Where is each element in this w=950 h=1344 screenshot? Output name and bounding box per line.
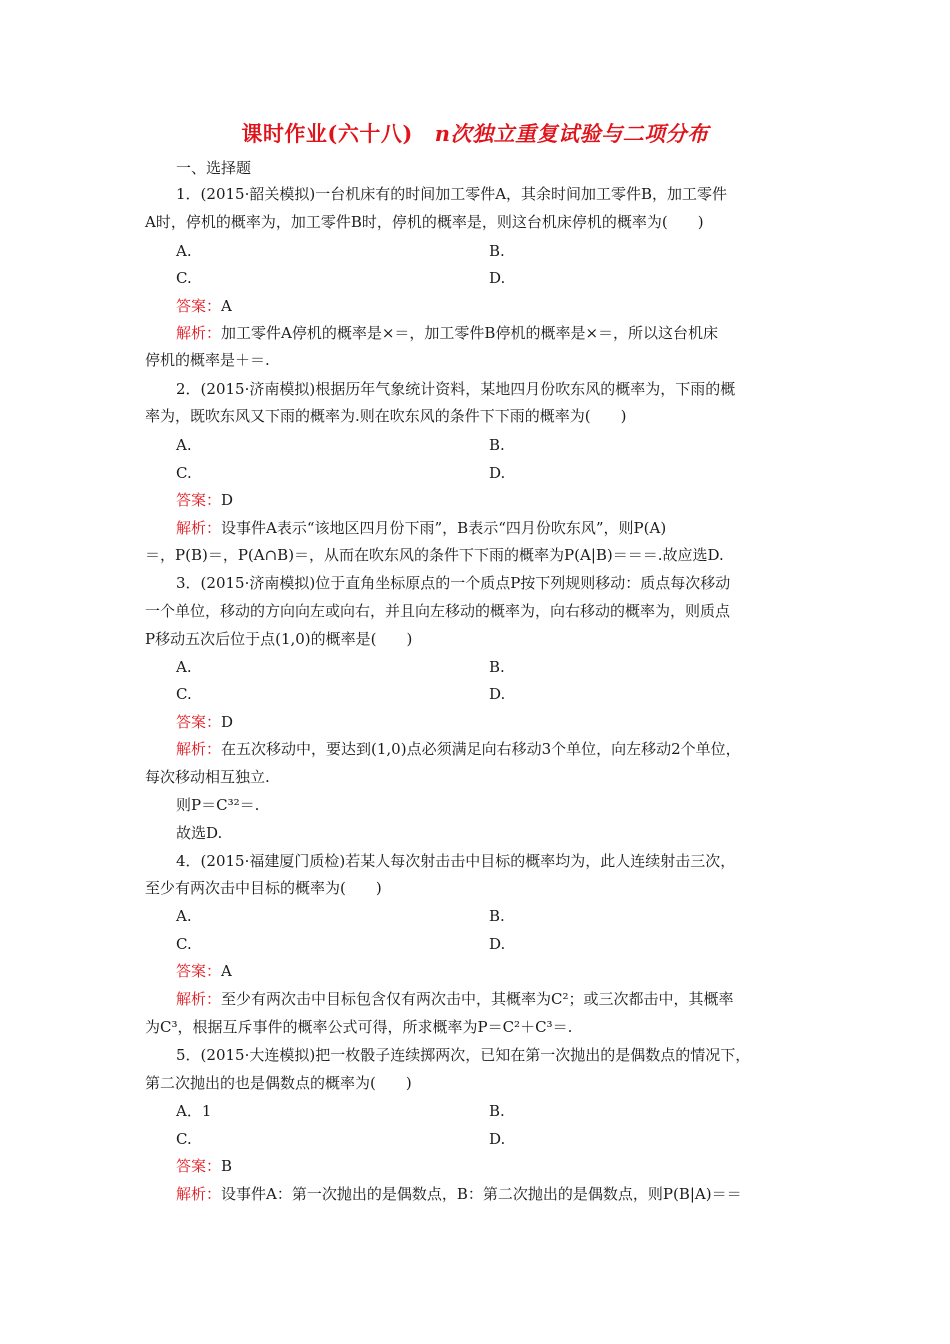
- q3-analysis-line2: 每次移动相互独立.: [145, 768, 270, 786]
- q4-answer: [176, 961, 232, 981]
- q4-option-b: B.: [489, 907, 505, 925]
- q1-analysis-line1: [176, 323, 718, 343]
- q4-line1: 4．(2015·福建厦门质检)若某人每次射击击中目标的概率均为，此人连续射击三次，: [176, 852, 736, 870]
- analysis-label: 解析：: [176, 990, 222, 1008]
- q1-option-b: B.: [489, 242, 505, 260]
- analysis-text: 在五次移动中，要达到(1,0)点必须满足向右移动3个单位，向左移动2个单位，: [221, 740, 741, 758]
- answer-label: 答案：: [176, 962, 222, 980]
- q4-option-d: D.: [489, 935, 506, 953]
- q1-answer: [176, 296, 232, 316]
- q2-line1: 2．(2015·济南模拟)根据历年气象统计资料，某地四月份吹东风的概率为，下雨的概: [176, 380, 736, 398]
- q4-line2: 至少有两次击中目标的概率为( ): [145, 879, 382, 897]
- q3-analysis-line4: 故选D.: [176, 824, 223, 842]
- q3-answer: [176, 712, 233, 732]
- analysis-text: 加工零件A停机的概率是×＝，加工零件B停机的概率是×＝，所以这台机床: [221, 324, 719, 342]
- analysis-label: 解析：: [176, 324, 222, 342]
- q1-line2: A时，停机的概率为，加工零件B时，停机的概率是，则这台机床停机的概率为( ): [145, 213, 704, 231]
- q2-option-c: C.: [176, 464, 192, 482]
- q4-option-a: A.: [176, 907, 192, 925]
- q3-analysis-line1: [176, 739, 741, 759]
- q4-option-c: C.: [176, 935, 192, 953]
- q3-option-b: B.: [489, 658, 505, 676]
- q5-option-a: A．1: [176, 1102, 212, 1120]
- answer-value: A: [221, 297, 232, 315]
- q2-analysis-line2: ＝，P(B)＝，P(A∩B)＝，从而在吹东风的条件下下雨的概率为P(A|B)＝＝＝.故应选D.: [145, 546, 724, 564]
- q2-answer: [176, 490, 233, 510]
- title-main: 课时作业(六十八): [241, 121, 413, 146]
- answer-value: A: [221, 962, 232, 980]
- q5-option-c: C.: [176, 1130, 192, 1148]
- q1-option-a: A.: [176, 242, 192, 260]
- q3-line1: 3．(2015·济南模拟)位于直角坐标原点的一个质点P按下列规则移动：质点每次移动: [176, 574, 731, 592]
- q5-line2: 第二次抛出的也是偶数点的概率为( ): [145, 1074, 412, 1092]
- q2-option-d: D.: [489, 464, 506, 482]
- page-title: [0, 118, 950, 148]
- q3-option-d: D.: [489, 685, 506, 703]
- q5-option-b: B.: [489, 1102, 505, 1120]
- q3-line2: 一个单位，移动的方向向左或向右，并且向左移动的概率为，向右移动的概率为，则质点: [145, 602, 731, 620]
- analysis-text: 设事件A表示“该地区四月份下雨”，B表示“四月份吹东风”，则P(A): [221, 519, 667, 537]
- answer-label: 答案：: [176, 297, 222, 315]
- q3-option-a: A.: [176, 658, 192, 676]
- q2-option-b: B.: [489, 436, 505, 454]
- q2-option-a: A.: [176, 436, 192, 454]
- q1-option-c: C.: [176, 269, 192, 287]
- analysis-text: 至少有两次击中目标包含仅有两次击中，其概率为C²；或三次都击中，其概率: [221, 990, 734, 1008]
- analysis-text: 设事件A：第一次抛出的是偶数点，B：第二次抛出的是偶数点，则P(B|A)＝＝: [221, 1185, 742, 1203]
- answer-value: D: [221, 713, 234, 731]
- q1-option-d: D.: [489, 269, 506, 287]
- analysis-label: 解析：: [176, 1185, 222, 1203]
- q3-analysis-line3: 则P＝C³²＝.: [176, 796, 260, 814]
- q2-analysis-line1: [176, 518, 666, 538]
- title-sub: n次独立重复试验与二项分布: [434, 121, 709, 146]
- answer-label: 答案：: [176, 713, 222, 731]
- q3-line3: P移动五次后位于点(1,0)的概率是( ): [145, 630, 413, 648]
- section-heading: 一、选择题: [176, 159, 252, 177]
- answer-value: B: [221, 1157, 233, 1175]
- q5-analysis-line1: [176, 1184, 742, 1204]
- q2-line2: 率为，既吹东风又下雨的概率为.则在吹东风的条件下下雨的概率为( ): [145, 407, 627, 425]
- q5-option-d: D.: [489, 1130, 506, 1148]
- answer-value: D: [221, 491, 234, 509]
- q4-analysis-line2: 为C³，根据互斥事件的概率公式可得，所求概率为P＝C²＋C³＝.: [145, 1018, 573, 1036]
- q1-analysis-line2: 停机的概率是＋＝.: [145, 351, 270, 369]
- q1-line1: 1．(2015·韶关模拟)一台机床有的时间加工零件A，其余时间加工零件B，加工零件: [176, 185, 728, 203]
- q4-analysis-line1: [176, 989, 734, 1009]
- analysis-label: 解析：: [176, 519, 222, 537]
- answer-label: 答案：: [176, 491, 222, 509]
- q5-answer: [176, 1156, 232, 1176]
- q5-line1: 5．(2015·大连模拟)把一枚骰子连续掷两次，已知在第一次抛出的是偶数点的情况下，: [176, 1046, 751, 1064]
- analysis-label: 解析：: [176, 740, 222, 758]
- q3-option-c: C.: [176, 685, 192, 703]
- answer-label: 答案：: [176, 1157, 222, 1175]
